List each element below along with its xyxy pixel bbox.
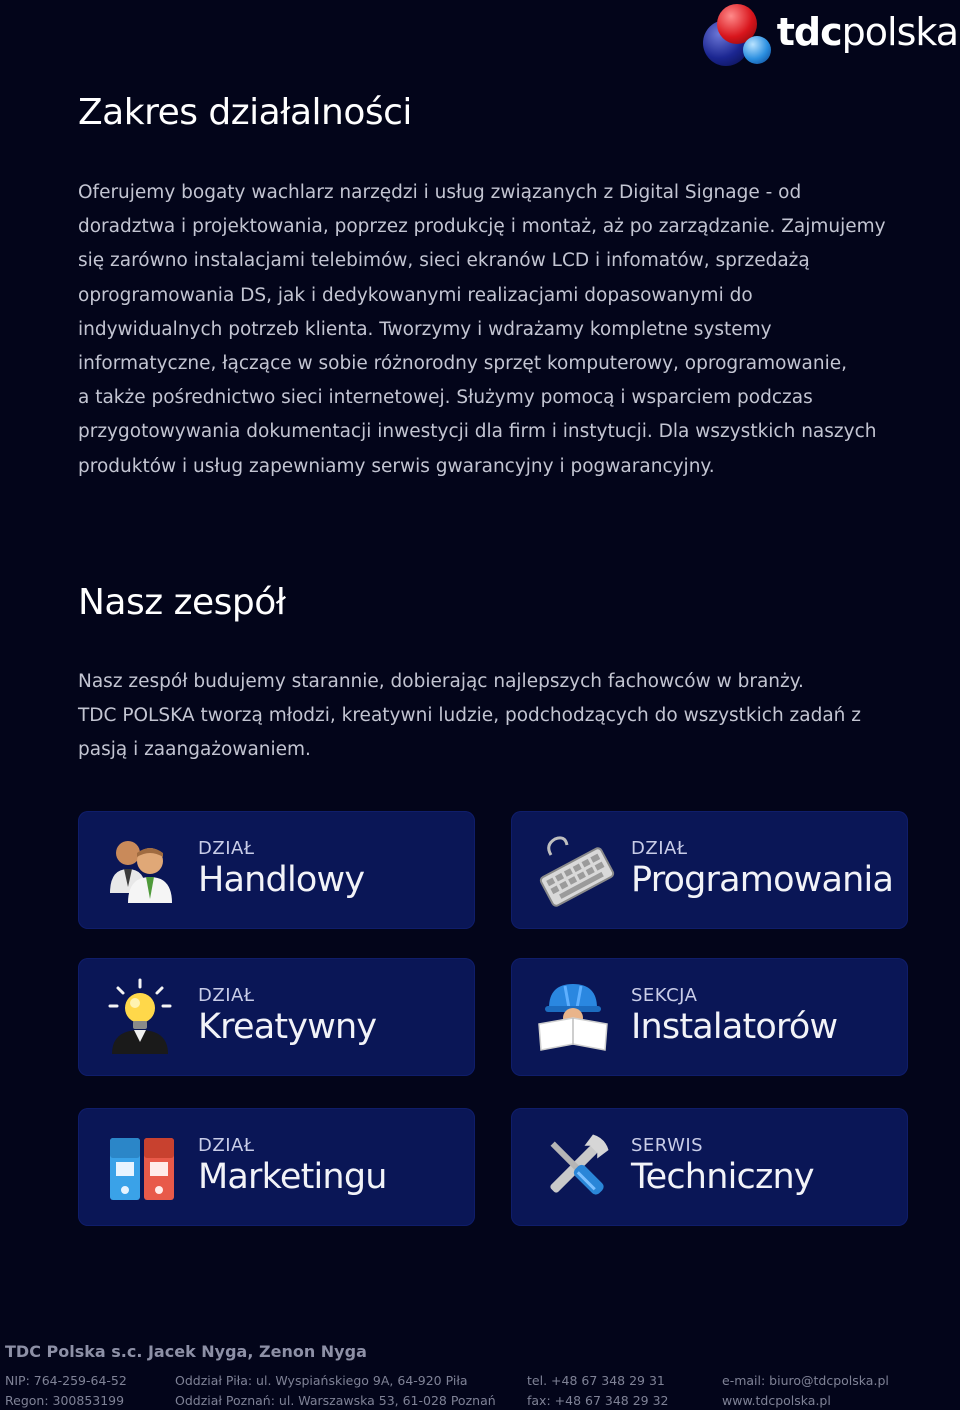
footer-col-branches — [175, 1371, 496, 1410]
section-text-zakres: Oferujemy bogaty wachlarz narzędzi i usług związanych z Digital Signage - od doradztwa i projektowania, poprzez produkcję i montaż, aż po zarządzanie. Zajmujemy się zarówno instalacjami telebimów, sieci ekranów LCD i infomatów, sprzedażą oprogramowania DS, jak i dedykowanymi realizacjami dopasowanymi do indywidualnych potrzeb klienta. Tworzymy i wdrażamy kompletne systemy informatyczne, łączące w sobie różnorodny sprzęt komputerowy, oprogramowanie, a także pośrednictwo sieci internetowej. Służymy pomocą i wsparciem podczas przygotowywania dokumentacji inwestycji dla firm i instytucji. Dla wszystkich naszych produktów i usług zapewniamy serwis gwarancyjny i pogwarancyjny. — [78, 182, 886, 477]
tile-label-big: Marketingu — [198, 1157, 387, 1197]
footer-col-ids — [5, 1371, 127, 1410]
tile-label-small: DZIAŁ — [198, 985, 255, 1006]
wrench-screwdriver-icon — [537, 1128, 615, 1206]
section-title-zespol: Nasz zespół — [78, 582, 286, 623]
tile-label-small: DZIAŁ — [198, 1135, 255, 1156]
keyboard-icon — [537, 831, 615, 909]
footer — [5, 1342, 955, 1410]
tile-dzial-handlowy[interactable] — [78, 811, 475, 929]
tdcpolska-logo[interactable] — [703, 4, 958, 68]
footer-fax: fax: +48 67 348 29 32 — [527, 1393, 669, 1408]
section-text-zespol: Nasz zespół budujemy starannie, dobierając najlepszych fachowców w branży. TDC POLSKA tworzą młodzi, kreatywni ludzie, podchodzących do wszystkich zadań z pasją i zaangażowaniem. — [78, 671, 861, 761]
section-title-zakres: Zakres działalności — [78, 92, 412, 133]
footer-regon: Regon: 300853199 — [5, 1393, 125, 1408]
department-tiles — [78, 811, 908, 1227]
footer-col-contact — [722, 1371, 889, 1410]
installer-helmet-icon — [537, 978, 615, 1056]
tile-sekcja-instalatorow[interactable] — [511, 958, 908, 1076]
lightbulb-person-icon — [104, 978, 182, 1056]
tile-label-big: Handlowy — [198, 860, 365, 900]
tile-label-big: Programowania — [631, 860, 894, 900]
tile-serwis-techniczny[interactable] — [511, 1108, 908, 1226]
tile-label-big: Instalatorów — [631, 1007, 838, 1047]
tile-dzial-kreatywny[interactable] — [78, 958, 475, 1076]
footer-branch-poznan: Oddział Poznań: ul. Warszawska 53, 61-028 Poznań — [175, 1393, 496, 1408]
tile-label-big: Techniczny — [631, 1157, 814, 1197]
tile-label-small: DZIAŁ — [631, 838, 688, 859]
tile-label-small: SEKCJA — [631, 985, 698, 1006]
logo-text: tdcpolska — [776, 10, 958, 54]
footer-company: TDC Polska s.c. Jacek Nyga, Zenon Nyga — [5, 1342, 367, 1361]
footer-col-phone — [527, 1371, 669, 1410]
tile-dzial-programowania[interactable] — [511, 811, 908, 929]
logo-balls-icon — [703, 4, 775, 68]
businessmen-icon — [104, 831, 182, 909]
tile-label-small: SERWIS — [631, 1135, 704, 1156]
footer-branch-pila: Oddział Piła: ul. Wyspiańskiego 9A, 64-920 Piła — [175, 1373, 468, 1388]
tile-dzial-marketingu[interactable] — [78, 1108, 475, 1226]
tile-label-big: Kreatywny — [198, 1007, 377, 1047]
binders-icon — [104, 1128, 182, 1206]
footer-tel[interactable]: tel. +48 67 348 29 31 — [527, 1373, 665, 1388]
tile-label-small: DZIAŁ — [198, 838, 255, 859]
footer-www-link[interactable]: www.tdcpolska.pl — [722, 1393, 831, 1408]
footer-email-link[interactable]: e-mail: biuro@tdcpolska.pl — [722, 1373, 889, 1388]
footer-nip: NIP: 764-259-64-52 — [5, 1373, 127, 1388]
